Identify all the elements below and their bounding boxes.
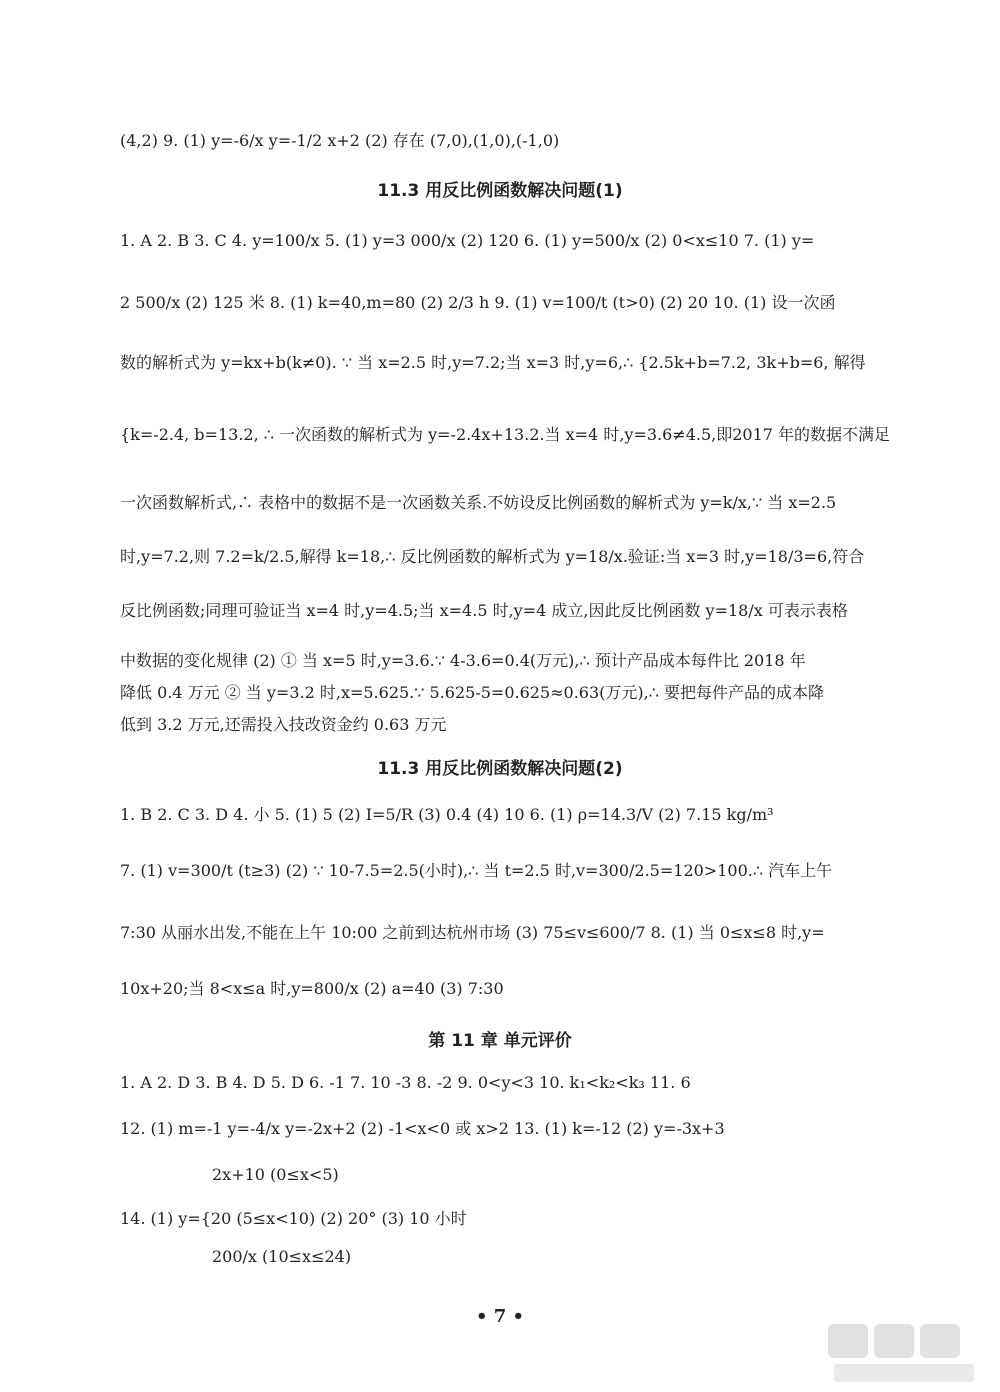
section-heading-1: 11.3 用反比例函数解决问题(1) (377, 181, 623, 201)
answer-line: 低到 3.2 万元,还需投入技改资金约 0.63 万元 (120, 715, 447, 734)
answer-line: 反比例函数;同理可验证当 x=4 时,y=4.5;当 x=4.5 时,y=4 成立,因此反比例函数 y=18/x 可表示表格 (120, 601, 848, 620)
answer-line: 14. (1) y={20 (5≤x<10) (2) 20° (3) 10 小时 (120, 1209, 467, 1228)
answer-line: 2 500/x (2) 125 米 8. (1) k=40,m=80 (2) 2/3 h 9. (1) v=100/t (t>0) (2) 20 10. (1) 设一次函 (120, 293, 836, 312)
answer-line: 12. (1) m=-1 y=-4/x y=-2x+2 (2) -1<x<0 或 x>2 13. (1) k=-12 (2) y=-3x+3 (120, 1119, 725, 1138)
answer-line: {k=-2.4, b=13.2, ∴ 一次函数的解析式为 y=-2.4x+13.2.当 x=4 时,y=3.6≠4.5,即2017 年的数据不满足 (120, 425, 891, 444)
answer-line: 时,y=7.2,则 7.2=k/2.5,解得 k=18,∴ 反比例函数的解析式为 y=18/x.验证:当 x=3 时,y=18/3=6,符合 (120, 547, 865, 566)
watermark-logo (824, 1320, 984, 1386)
answer-line: 降低 0.4 万元 ② 当 y=3.2 时,x=5.625.∵ 5.625-5=0.625≈0.63(万元),∴ 要把每件产品的成本降 (120, 683, 824, 702)
section-heading-2: 11.3 用反比例函数解决问题(2) (377, 759, 623, 779)
answer-line: 1. A 2. B 3. C 4. y=100/x 5. (1) y=3 000/x (2) 120 6. (1) y=500/x (2) 0<x≤10 7. (1) y= (120, 231, 815, 250)
piecewise-line: 200/x (10≤x≤24) (212, 1247, 352, 1266)
answer-line: 中数据的变化规律 (2) ① 当 x=5 时,y=3.6.∵ 4-3.6=0.4(万元),∴ 预计产品成本每件比 2018 年 (120, 651, 806, 670)
page-number: • 7 • (475, 1306, 525, 1327)
answer-line: (4,2) 9. (1) y=-6/x y=-1/2 x+2 (2) 存在 (7,0),(1,0),(-1,0) (120, 131, 560, 150)
answer-line: 7:30 从丽水出发,不能在上午 10:00 之前到达杭州市场 (3) 75≤v≤600/7 8. (1) 当 0≤x≤8 时,y= (120, 923, 825, 942)
piecewise-line: 2x+10 (0≤x<5) (212, 1165, 339, 1184)
answer-line: 7. (1) v=300/t (t≥3) (2) ∵ 10-7.5=2.5(小时),∴ 当 t=2.5 时,v=300/2.5=120>100.∴ 汽车上午 (120, 861, 833, 880)
answer-line: 10x+20;当 8<x≤a 时,y=800/x (2) a=40 (3) 7:30 (120, 979, 504, 998)
answer-line: 一次函数解析式,∴ 表格中的数据不是一次函数关系.不妨设反比例函数的解析式为 y=k/x,∵ 当 x=2.5 (120, 493, 837, 512)
answer-line: 数的解析式为 y=kx+b(k≠0). ∵ 当 x=2.5 时,y=7.2;当 x=3 时,y=6,∴ {2.5k+b=7.2, 3k+b=6, 解得 (120, 353, 866, 372)
answer-line: 1. A 2. D 3. B 4. D 5. D 6. -1 7. 10 -3 8. -2 9. 0<y<3 10. k₁<k₂<k₃ 11. 6 (120, 1073, 691, 1092)
answer-line: 1. B 2. C 3. D 4. 小 5. (1) 5 (2) I=5/R (3) 0.4 (4) 10 6. (1) ρ=14.3/V (2) 7.15 kg/m³ (120, 805, 774, 824)
section-heading-3: 第 11 章 单元评价 (428, 1031, 572, 1051)
